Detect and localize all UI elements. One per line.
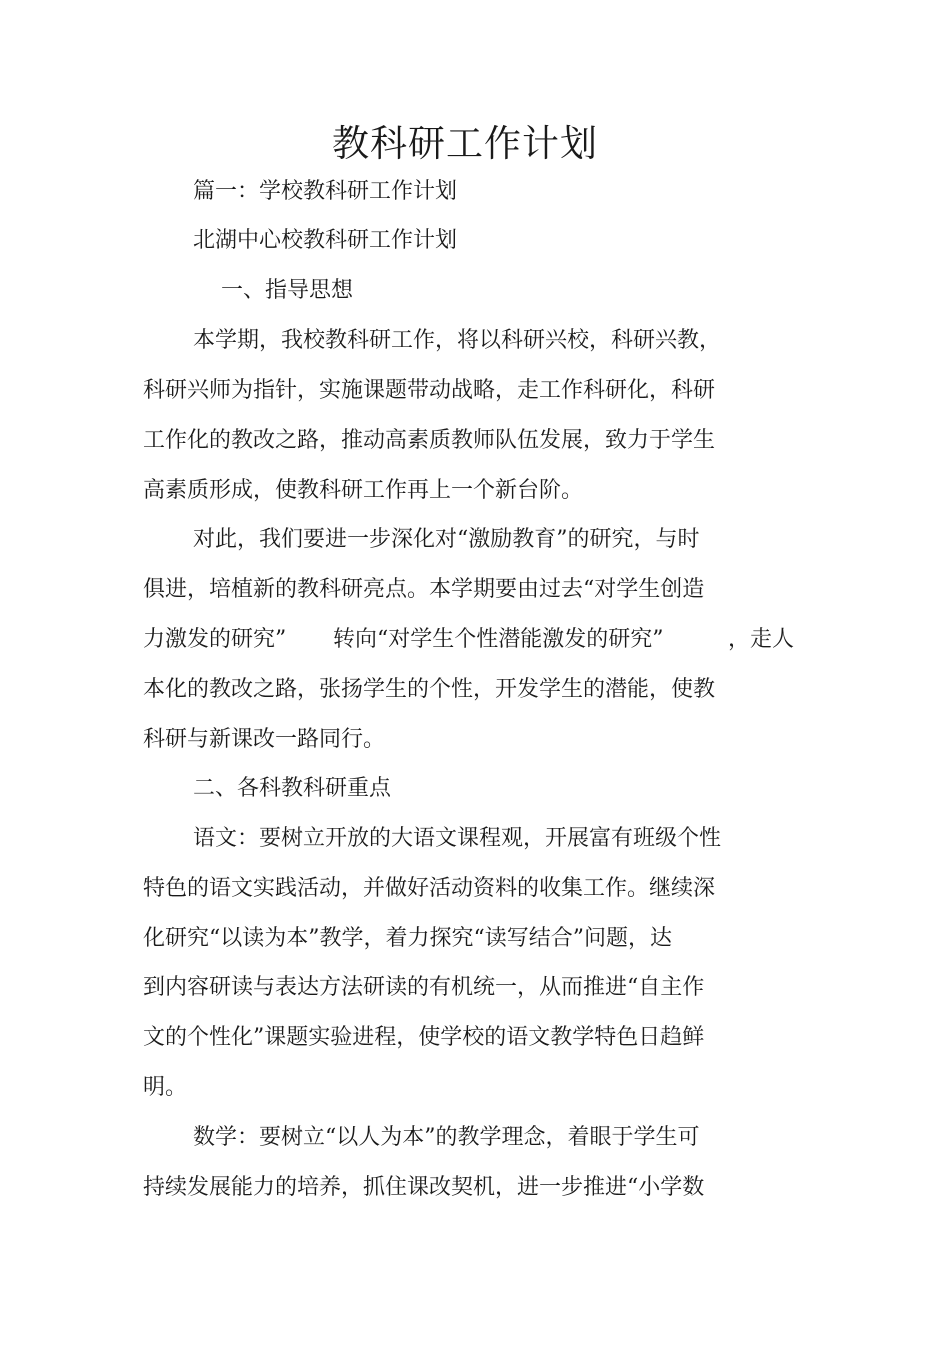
school-plan-title: 北湖中心校教科研工作计划 [193,228,458,253]
paragraph-line: 数学：要树立“以人为本”的教学理念，着眼于学生可 [193,1125,700,1150]
paragraph-line: 俱进，培植新的教科研亮点。本学期要由过去“对学生创造 [143,577,705,602]
paragraph-line: 语文：要树立开放的大语文课程观，开展富有班级个性 [193,826,722,851]
paragraph-line: 本化的教改之路，张扬学生的个性，开发学生的潜能，使教 [143,677,716,702]
paragraph-line-part: ，走人 [728,627,795,652]
paragraph-line: 到内容研读与表达方法研读的有机统一，从而推进“自主作 [143,975,705,1000]
paragraph-line-part: 转向“对学生个性潜能激发的研究” [333,627,664,652]
paragraph-line: 特色的语文实践活动，并做好活动资料的收集工作。继续深 [143,876,716,901]
section-heading-guiding-thought: 一、指导思想 [221,278,354,303]
paragraph-line: 化研究“以读为本”教学，着力探究“读写结合”问题，达 [143,926,672,951]
document-title: 教科研工作计划 [332,122,598,165]
paragraph-line: 对此，我们要进一步深化对“激励教育”的研究，与时 [193,527,700,552]
subtitle: 篇一：学校教科研工作计划 [193,179,458,204]
paragraph-line-part: 力激发的研究” [143,627,287,652]
section-heading-subject-focus: 二、各科教科研重点 [193,776,392,801]
paragraph-line: 明。 [143,1075,188,1100]
paragraph-line: 工作化的教改之路，推动高素质教师队伍发展，致力于学生 [143,428,716,453]
paragraph-line: 持续发展能力的培养，抓住课改契机，进一步推进“小学数 [143,1175,705,1200]
paragraph-line: 科研兴师为指针，实施课题带动战略，走工作科研化，科研 [143,378,716,403]
paragraph-line: 高素质形成，使教科研工作再上一个新台阶。 [143,478,584,503]
paragraph-line: 科研与新课改一路同行。 [143,727,386,752]
paragraph-line: 本学期，我校教科研工作，将以科研兴校，科研兴教， [193,328,722,353]
paragraph-line: 文的个性化”课题实验进程，使学校的语文教学特色日趋鲜 [143,1025,705,1050]
